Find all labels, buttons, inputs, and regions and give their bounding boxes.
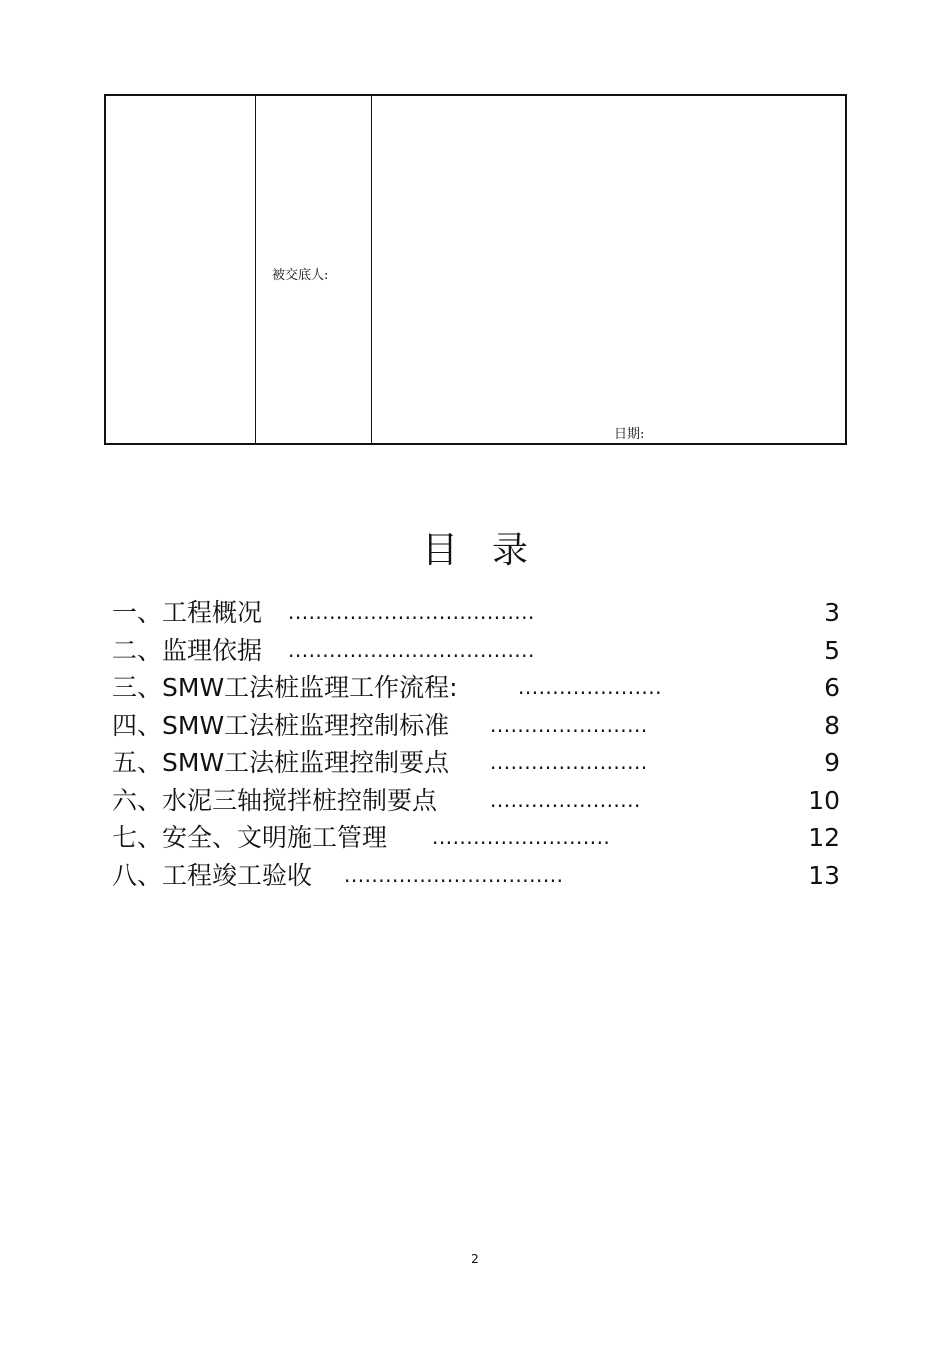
toc-item-leader: ......................: [490, 787, 641, 812]
toc-item-text: 四、SMW工法桩监理控制标准: [112, 710, 450, 740]
toc-item[interactable]: [112, 857, 840, 895]
toc-item-text: 二、监理依据: [112, 635, 263, 665]
toc-item-leader: ....................................: [288, 637, 535, 662]
toc-item[interactable]: [112, 669, 840, 707]
toc-item-page: 3: [824, 598, 840, 627]
toc-item-leader: ....................................: [288, 600, 535, 624]
toc-item[interactable]: [112, 819, 840, 857]
toc-item[interactable]: [112, 744, 840, 782]
page-number: 2: [471, 1252, 479, 1266]
toc-item-page: 6: [824, 673, 840, 702]
toc-item-leader: .......................: [490, 750, 648, 774]
toc-item-text: 三、SMW工法桩监理工作流程:: [112, 673, 458, 702]
toc-item-text: 五、SMW工法桩监理控制要点: [112, 748, 450, 777]
toc-item-page: 9: [824, 748, 840, 777]
toc-item-page: 5: [824, 635, 840, 665]
toc-item-text: 八、工程竣工验收: [112, 860, 313, 890]
toc-title: 目录: [421, 530, 562, 571]
date-label: 日期:: [614, 427, 645, 442]
toc-item-page: 12: [808, 823, 840, 852]
toc-item-leader: .......................: [490, 712, 648, 737]
table-column-divider: [255, 96, 256, 443]
receiver-label: 被交底人:: [272, 268, 329, 283]
toc-item-page: 13: [808, 860, 840, 890]
toc-item-text: 六、水泥三轴搅拌桩控制要点: [112, 785, 438, 815]
toc-item-leader: ..........................: [432, 825, 611, 849]
toc-list: [112, 594, 840, 894]
toc-item[interactable]: [112, 594, 840, 632]
toc-item[interactable]: [112, 632, 840, 670]
toc-item[interactable]: [112, 707, 840, 745]
toc-item-leader: .....................: [518, 675, 663, 699]
toc-item-text: 七、安全、文明施工管理: [112, 823, 388, 852]
table-column-divider: [371, 96, 372, 443]
toc-item-leader: ................................: [344, 862, 564, 887]
signature-table: [104, 94, 847, 445]
toc-item-page: 10: [808, 785, 840, 815]
toc-item-page: 8: [824, 710, 840, 740]
toc-item-text: 一、工程概况: [112, 598, 263, 627]
toc-item[interactable]: [112, 782, 840, 820]
